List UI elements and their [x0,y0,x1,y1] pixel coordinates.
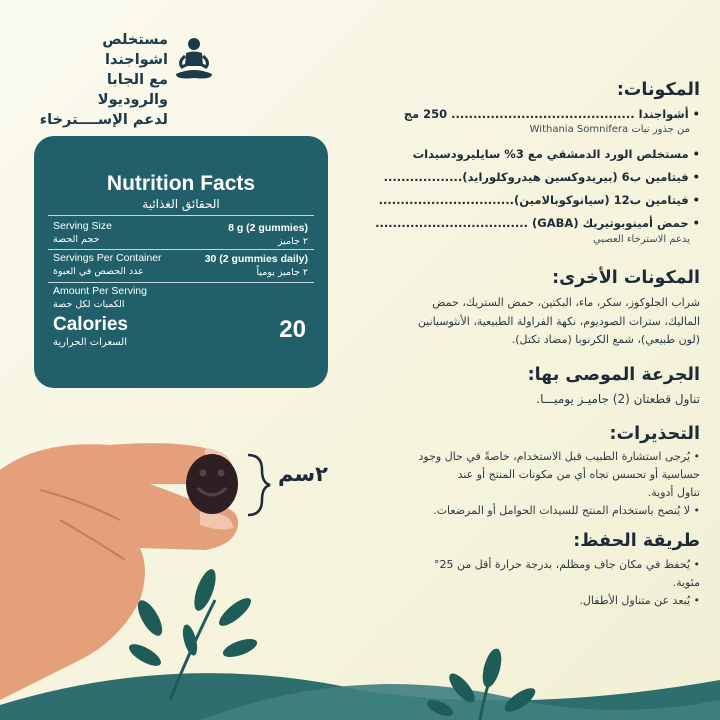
text-line: شراب الجلوكوز، سكر، ماء، البكتين، حمض الستريك، حمض [432,296,700,309]
text-line: مئوية. [672,576,700,589]
amount-label-ar: الكميات لكل حصة [53,299,125,310]
text-line: حساسية أو تحسس تجاه أي من مكونات المنتج أو عند [457,468,700,481]
servings-value-ar: ٢ جاميز يومياً [256,267,308,278]
other-ingredients-text [400,294,700,350]
servings-label: Servings Per Container [53,252,162,264]
serving-size-value: 8 g (2 gummies) [228,222,308,234]
product-title-line: لدعم الإســــترخاء [39,112,168,128]
ingredient-note: يدعم الاسترخاء العصبي [592,234,690,245]
text-line: • يُرجى استشارة الطبيب قبل الاستخدام، خاصةً في حال وجود [418,450,700,463]
dosage-heading: الجرعة الموصى بها: [527,365,700,385]
warnings-text [360,448,700,520]
servings-label-ar: عدد الحصص في العبوة [53,266,144,277]
serving-size-label: Serving Size [53,220,112,232]
text-line: الماليك، سترات الصوديوم، نكهة الفراولة الطبيعية، الأنثوسيانين [417,314,700,328]
servings-value: 30 (2 gummies daily) [204,253,308,265]
product-title [36,30,168,130]
serving-size-label-ar: حجم الحصة [53,234,100,245]
storage-text [380,556,700,610]
text-line: • لا يُنصح باستخدام المنتج للسيدات الحوامل أو المرضعات. [433,504,700,517]
other-ingredients-heading: المكونات الأخرى: [552,268,700,288]
nutrition-facts-card [34,136,328,388]
calories-label: Calories [53,314,128,335]
ingredient-note: من جذور نبات Withania Somnifera [529,124,690,135]
divider [48,282,314,283]
ingredient-item: • فيتامين ب12 (سيانوكوبالامين)............................... [378,193,700,207]
text-line: • يُبعد عن متناول الأطفال. [579,594,700,607]
text-line: (لون طبيعي)، شمع الكرنوبا (مضاد تكتل). [511,333,700,346]
serving-size-value-ar: ٢ جاميز [277,236,308,247]
calories-label-ar: السعرات الحرارية [53,337,128,348]
calories-value: 20 [279,316,306,343]
ingredient-item: • فيتامين ب6 (بيريدوكسين هيدروكلورايد).................. [383,170,700,184]
divider [48,215,314,216]
ingredient-item: • أشواجندا .......................................... 250 مج [403,107,700,121]
meditation-icon [172,36,216,82]
text-line: • يُحفظ في مكان جاف ومظلم، بدرجة حرارة أقل من 25° [434,558,700,571]
nutrition-title: Nutrition Facts [106,172,256,195]
product-title-line: مستخلص اشواجندا [102,32,168,68]
divider [48,249,314,250]
gummy-size-label: ٢سم [278,462,328,486]
text-line: تناول أدوية. [647,486,700,499]
amount-label: Amount Per Serving [53,285,147,297]
ingredient-item: • حمض أمينوبوتيريك (GABA) ................................... [375,216,700,230]
gummy-illustration [186,454,238,514]
dosage-text: تناول قطعتان (2) جاميـز يوميـــا. [536,392,700,406]
product-title-line: مع الجابا والروديولا [97,72,168,108]
nutrition-title-ar: الحقائق الغذائية [142,197,220,211]
storage-heading: طريقة الحفظ: [573,531,700,551]
ingredient-item: • مستخلص الورد الدمشقي مع 3% سايليرودسيدات [412,147,700,161]
warnings-heading: التحذيرات: [609,424,700,444]
ingredients-heading: المكونات: [616,80,700,100]
size-brace-icon [248,455,270,515]
